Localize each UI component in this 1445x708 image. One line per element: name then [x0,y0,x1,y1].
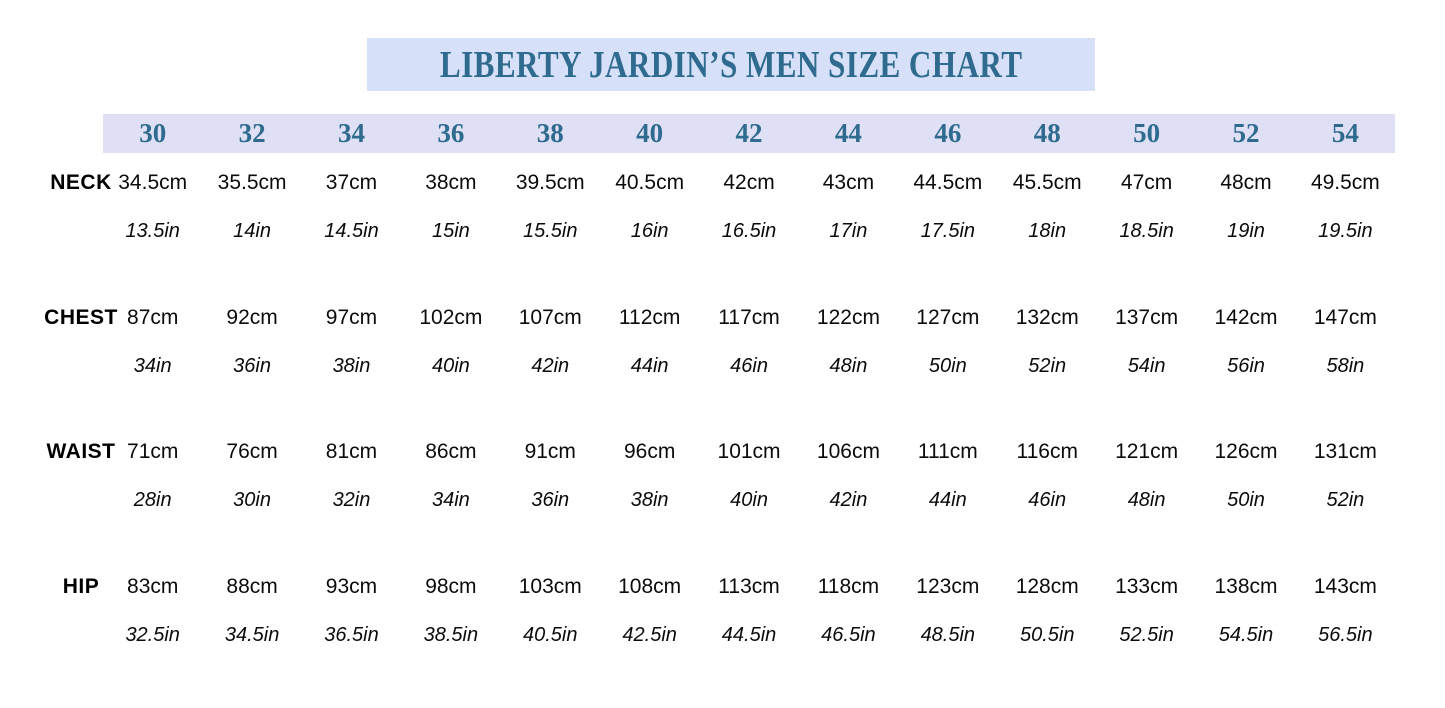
chest-in-value: 50in [928,354,967,377]
size-column-header: 54 [1331,118,1359,148]
neck-cm-value: 45.5cm [1012,171,1082,194]
waist-cm-value: 86cm [425,440,477,463]
title-banner [367,38,1095,91]
chest-cm-value: 127cm [916,306,980,329]
neck-cm-row [103,168,1395,198]
hip-cm-value: 138cm [1214,575,1278,598]
neck-cm-value: 34.5cm [118,171,188,194]
waist-cm-value: 101cm [717,440,781,463]
chest-in-value: 52in [1028,354,1067,377]
hip-cm-value: 143cm [1313,575,1377,598]
hip-in-row [103,620,1395,650]
neck-cm-value: 48cm [1220,171,1272,194]
neck-cm-value: 43cm [822,171,875,194]
hip-cm-value: 118cm [817,575,880,598]
chest-cm-value: 102cm [419,306,483,329]
chest-cm-value: 92cm [226,306,278,329]
chest-cm-value: 112cm [618,306,681,329]
chest-in-value: 34in [133,354,172,377]
chest-in-value: 40in [431,354,470,377]
row-label-neck: NECK [50,171,112,194]
size-column-header: 32 [238,118,266,148]
neck-cm-value: 49.5cm [1310,171,1380,194]
hip-in-value: 48.5in [920,623,976,646]
waist-cm-value: 121cm [1115,440,1179,463]
hip-cm-value: 133cm [1115,575,1179,598]
hip-cm-value: 103cm [518,575,582,598]
hip-in-value: 36.5in [324,623,379,646]
neck-in-value: 18in [1028,219,1067,242]
chest-in-value: 46in [730,354,768,377]
chest-cm-value: 97cm [325,306,378,329]
hip-cm-value: 83cm [127,575,179,598]
chest-cm-value: 142cm [1214,306,1278,329]
size-column-header: 34 [337,118,365,148]
neck-in-value: 14.5in [324,219,379,242]
waist-in-value: 30in [233,488,271,511]
neck-in-row [103,216,1395,246]
neck-in-value: 16in [630,219,669,242]
size-column-header: 48 [1033,118,1061,148]
hip-in-value: 56.5in [1318,623,1373,646]
chest-in-value: 48in [829,354,868,377]
hip-in-value: 54.5in [1218,623,1274,646]
size-column-header: 30 [139,118,167,148]
waist-cm-value: 111cm [917,440,978,463]
neck-in-value: 15.5in [523,219,578,242]
neck-cm-value: 44.5cm [913,171,983,194]
waist-in-value: 48in [1127,488,1166,511]
chest-in-value: 36in [233,354,271,377]
chest-cm-value: 137cm [1115,306,1179,329]
chest-in-value: 38in [332,354,371,377]
waist-in-value: 50in [1227,488,1265,511]
neck-cm-value: 40.5cm [615,171,685,194]
waist-cm-value: 71cm [127,440,179,463]
waist-in-row [103,485,1395,515]
hip-in-value: 38.5in [423,623,479,646]
neck-in-value: 15in [431,219,470,242]
chest-cm-value: 107cm [518,306,582,329]
waist-cm-value: 126cm [1214,440,1278,463]
waist-cm-value: 106cm [816,440,880,463]
waist-cm-value: 131cm [1313,440,1377,463]
size-column-header: 52 [1232,118,1260,148]
hip-cm-value: 108cm [618,575,682,598]
waist-in-value: 34in [431,488,470,511]
chest-in-value: 44in [630,354,669,377]
size-header-row [103,114,1395,153]
row-label-hip: HIP [62,575,100,598]
hip-cm-value: 98cm [425,575,477,598]
neck-cm-value: 35.5cm [217,171,287,194]
neck-cm-value: 47cm [1120,171,1173,194]
hip-cm-value: 113cm [718,575,780,598]
neck-cm-value: 39.5cm [515,171,585,194]
neck-in-value: 19in [1227,219,1265,242]
row-label-chest: CHEST [44,306,118,329]
row-label-waist: WAIST [46,440,116,463]
waist-in-value: 52in [1326,488,1365,511]
waist-in-value: 38in [630,488,669,511]
chest-cm-row [103,303,1395,333]
neck-in-value: 18.5in [1119,219,1174,242]
waist-in-value: 44in [928,488,967,511]
chest-cm-value: 147cm [1313,306,1377,329]
hip-cm-value: 88cm [226,575,278,598]
chest-cm-value: 122cm [816,306,880,329]
chest-in-value: 42in [531,354,570,377]
chest-cm-value: 87cm [127,306,179,329]
hip-cm-value: 123cm [916,575,980,598]
page-title: LIBERTY JARDIN’S MEN SIZE CHART [439,43,1023,86]
size-column-header: 36 [437,118,465,148]
neck-cm-value: 42cm [723,171,775,194]
chest-in-row [103,351,1395,381]
hip-cm-value: 93cm [325,575,378,598]
chest-in-value: 58in [1326,354,1365,377]
size-column-header: 44 [834,118,862,148]
waist-in-value: 28in [133,488,172,511]
hip-in-value: 42.5in [622,623,677,646]
waist-cm-row [103,437,1395,467]
hip-in-value: 34.5in [224,623,280,646]
neck-in-value: 19.5in [1318,219,1373,242]
chest-cm-value: 117cm [718,306,780,329]
waist-in-value: 40in [730,488,768,511]
hip-in-value: 44.5in [721,623,777,646]
waist-cm-value: 96cm [623,440,676,463]
neck-in-value: 16.5in [721,219,777,242]
size-column-header: 50 [1133,118,1161,148]
chest-in-value: 56in [1227,354,1265,377]
size-column-header: 38 [536,118,564,148]
size-column-header: 40 [636,118,664,148]
waist-in-value: 32in [332,488,371,511]
hip-in-value: 46.5in [821,623,876,646]
waist-cm-value: 81cm [325,440,378,463]
hip-in-value: 50.5in [1019,623,1075,646]
neck-in-value: 17in [829,219,868,242]
neck-cm-value: 37cm [325,171,378,194]
size-column-header: 46 [934,118,962,148]
waist-in-value: 36in [531,488,570,511]
neck-in-value: 17.5in [920,219,976,242]
waist-in-value: 46in [1028,488,1067,511]
hip-cm-value: 128cm [1015,575,1079,598]
waist-in-value: 42in [829,488,868,511]
hip-in-value: 52.5in [1119,623,1174,646]
size-column-header: 42 [735,118,763,148]
chest-in-value: 54in [1127,354,1166,377]
chest-cm-value: 132cm [1015,306,1079,329]
hip-in-value: 40.5in [523,623,578,646]
neck-in-value: 14in [233,219,271,242]
neck-in-value: 13.5in [125,219,180,242]
waist-cm-value: 91cm [524,440,576,463]
hip-cm-row [103,572,1395,602]
waist-cm-value: 76cm [226,440,278,463]
hip-in-value: 32.5in [125,623,180,646]
neck-cm-value: 38cm [425,171,477,194]
waist-cm-value: 116cm [1016,440,1078,463]
